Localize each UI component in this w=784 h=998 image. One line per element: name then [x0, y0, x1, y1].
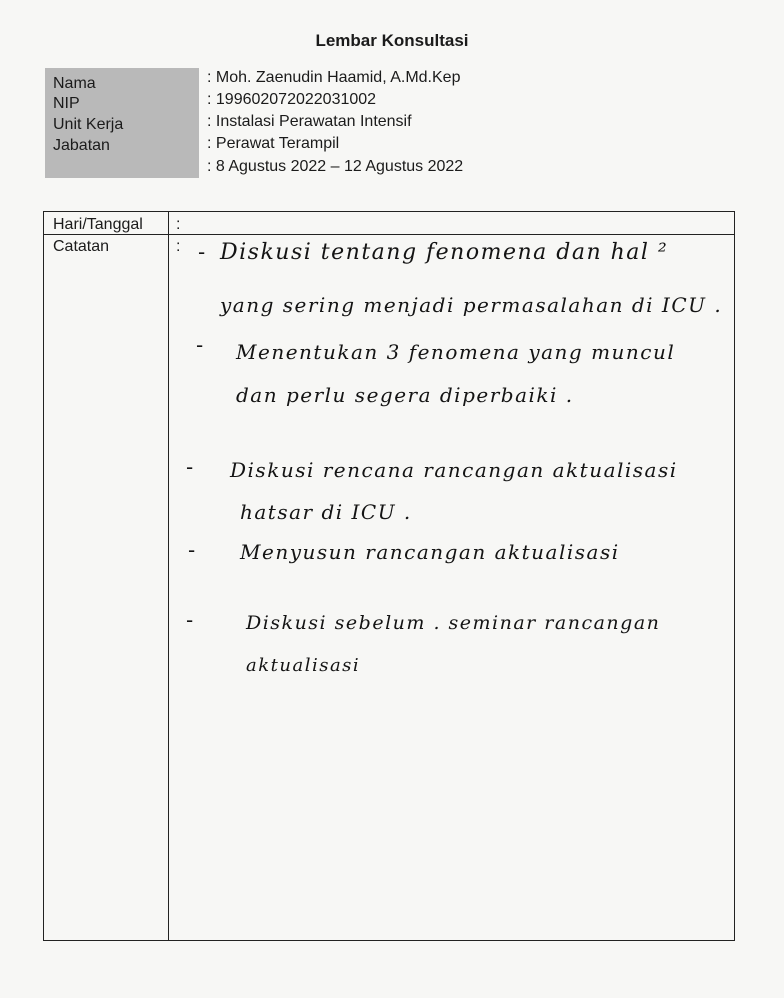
note-line: yang sering menjadi permasalahan di ICU .	[220, 293, 723, 317]
note-line: Diskusi tentang fenomena dan hal ²	[220, 240, 669, 265]
label-unit-kerja: Unit Kerja	[53, 116, 124, 133]
value-unit-kerja: : Instalasi Perawatan Intensif	[207, 113, 412, 130]
note-dash: -	[186, 455, 194, 479]
note-dash: -	[196, 333, 204, 357]
note-line: Diskusi sebelum . seminar rancangan	[246, 612, 661, 634]
table-column-divider	[168, 211, 169, 941]
note-dash: -	[198, 240, 206, 264]
value-jabatan: : Perawat Terampil	[207, 135, 340, 152]
page-title: Lembar Konsultasi	[315, 31, 469, 50]
note-dash: -	[186, 608, 194, 632]
consultation-table	[43, 211, 735, 941]
note-line: Menyusun rancangan aktualisasi	[240, 540, 620, 564]
label-nama: Nama	[53, 75, 96, 92]
hari-tanggal-label: Hari/Tanggal	[53, 216, 143, 233]
value-nip: : 199602072022031002	[207, 91, 377, 108]
note-line: dan perlu segera diperbaiki .	[236, 383, 574, 407]
catatan-colon: :	[176, 238, 181, 255]
label-nip: NIP	[53, 95, 80, 112]
note-line: Diskusi rencana rancangan aktualisasi	[230, 458, 678, 482]
label-jabatan: Jabatan	[53, 137, 110, 154]
table-row-divider	[43, 234, 735, 235]
note-line: aktualisasi	[246, 655, 361, 676]
hari-tanggal-colon: :	[176, 216, 181, 233]
value-periode: : 8 Agustus 2022 – 12 Agustus 2022	[207, 158, 464, 175]
note-line: Menentukan 3 fenomena yang muncul	[236, 340, 676, 364]
value-nama: : Moh. Zaenudin Haamid, A.Md.Kep	[207, 69, 461, 86]
note-line: hatsar di ICU .	[240, 500, 412, 524]
note-dash: -	[188, 538, 196, 562]
catatan-label: Catatan	[53, 238, 110, 255]
